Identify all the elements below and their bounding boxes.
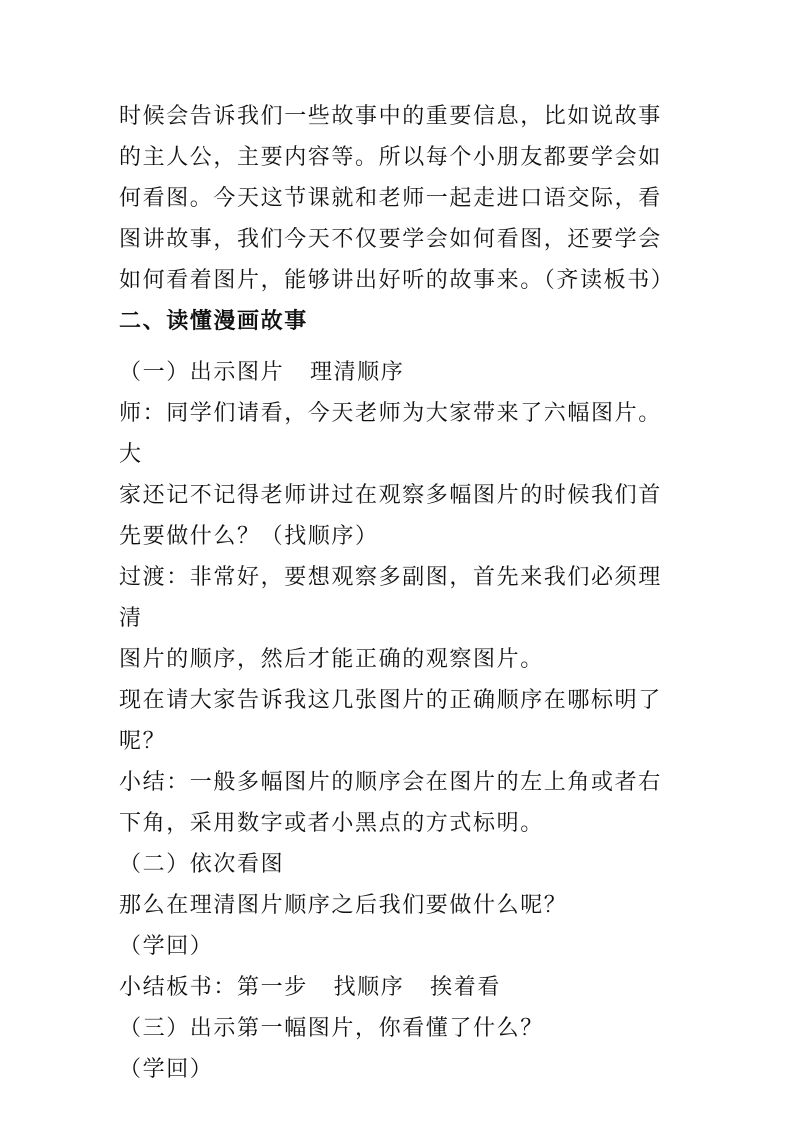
text-line: 的主人公，主要内容等。所以每个小朋友都要学会如 bbox=[119, 145, 662, 170]
text-line: 图讲故事，我们今天不仅要学会如何看图，还要学会 bbox=[119, 227, 662, 252]
text-line: （学回） bbox=[119, 1057, 214, 1082]
text-line: 现在请大家告诉我这几张图片的正确顺序在哪标明了 bbox=[119, 688, 662, 713]
text-line: 呢？ bbox=[119, 729, 167, 754]
document-body bbox=[119, 96, 684, 1090]
text-line: 图片的顺序，然后才能正确的观察图片。 bbox=[119, 647, 544, 672]
text-line: 过渡：非常好，要想观察多副图，首先来我们必须理清 bbox=[119, 565, 662, 631]
text-line: 小结板书：第一步 找顺序 挨着看 bbox=[119, 975, 501, 1000]
text-line: 那么在理清图片顺序之后我们要做什么呢？ bbox=[119, 893, 568, 918]
section-heading: 二、读懂漫画故事 bbox=[119, 309, 308, 334]
text-line: （学回） bbox=[119, 934, 214, 959]
subsection-title: （三）出示第一幅图片，你看懂了什么？ bbox=[119, 1016, 544, 1041]
text-line: 小结：一般多幅图片的顺序会在图片的左上角或者右 bbox=[119, 770, 662, 795]
text-line: 时候会告诉我们一些故事中的重要信息，比如说故事 bbox=[119, 104, 662, 129]
text-line: 下角，采用数字或者小黑点的方式标明。 bbox=[119, 811, 544, 836]
text-line: 何看图。今天这节课就和老师一起走进口语交际，看 bbox=[119, 186, 662, 211]
subsection-title: （二）依次看图 bbox=[119, 852, 285, 877]
text-line: 如何看着图片，能够讲出好听的故事来。（齐读板书） bbox=[119, 268, 675, 293]
text-line: 先要做什么？（找顺序） bbox=[119, 524, 379, 549]
text-line: 家还记不记得老师讲过在观察多幅图片的时候我们首 bbox=[119, 483, 662, 508]
text-line: 师：同学们请看，今天老师为大家带来了六幅图片。大 bbox=[119, 401, 662, 467]
spacer bbox=[119, 342, 684, 352]
subsection-title: （一）出示图片 理清顺序 bbox=[119, 360, 405, 385]
